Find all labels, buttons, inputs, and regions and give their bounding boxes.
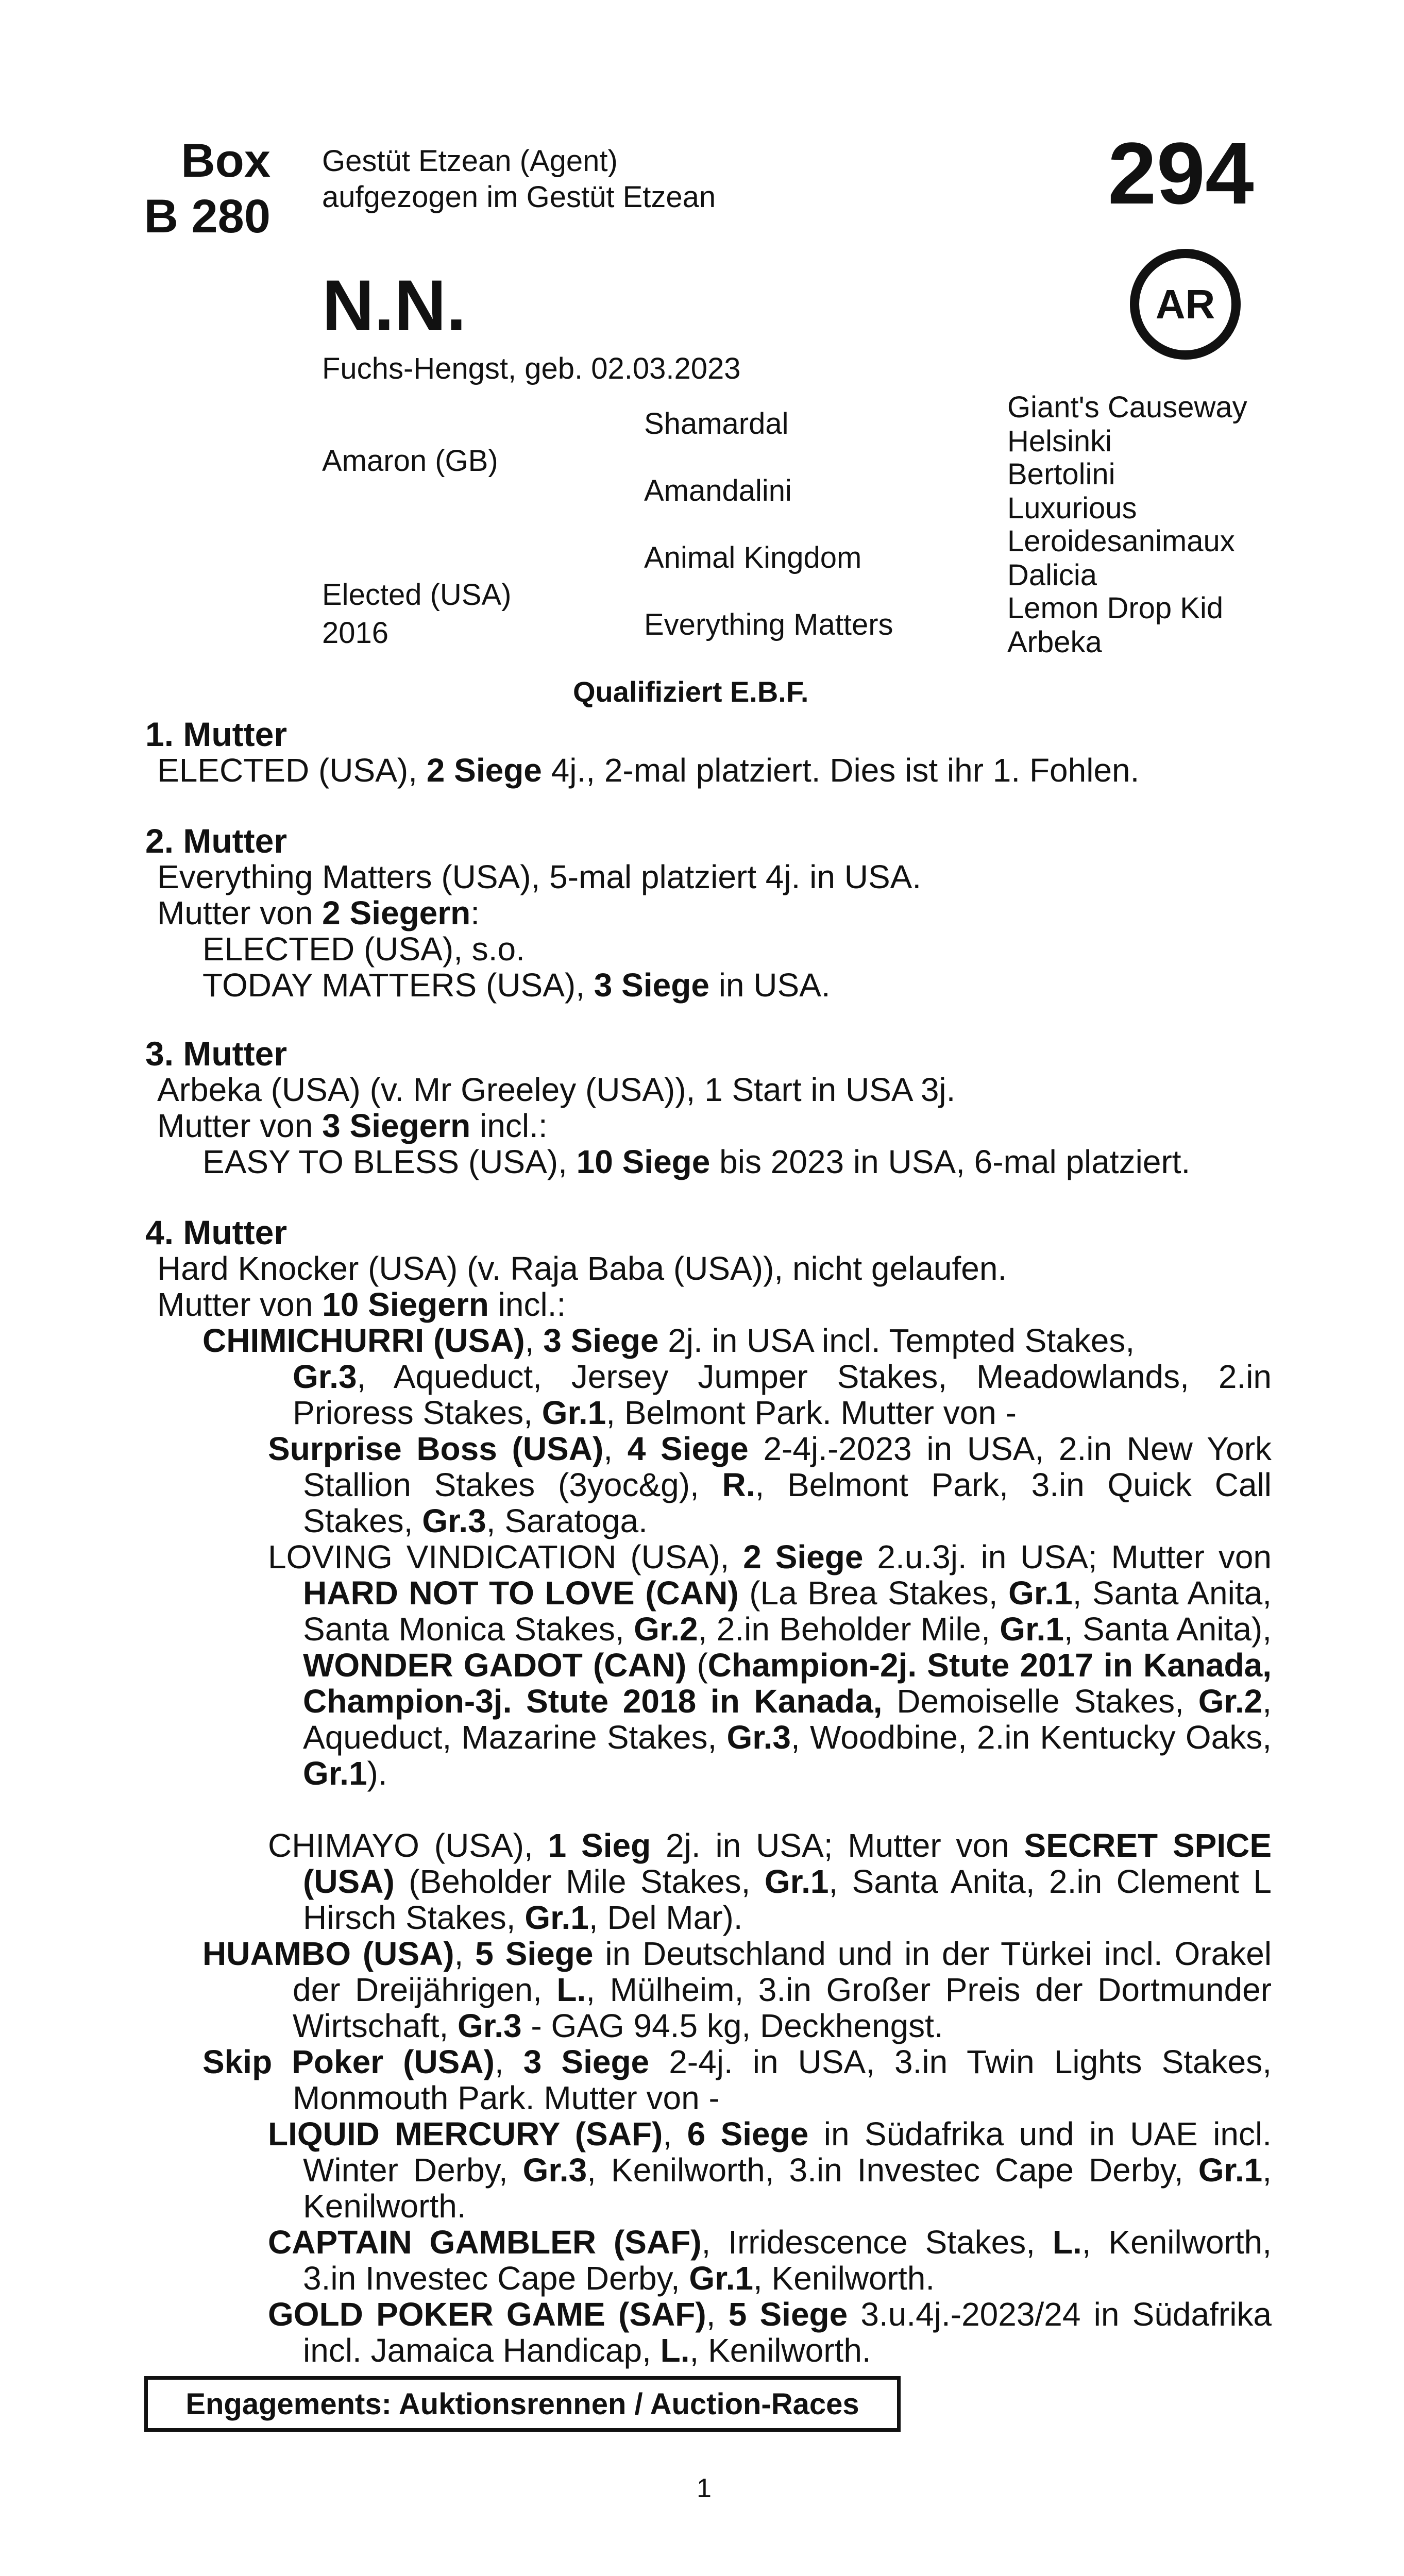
entry-liquid-mercury: LIQUID MERCURY (SAF), 6 Siege in Südafrika und in UAE incl. Winter Derby, Gr.3, Kenilworth, 3.in Investec Cape Derby, Gr.1, Kenilworth. bbox=[268, 2115, 1272, 2225]
pedigree-sire: Amaron (GB) bbox=[322, 444, 498, 478]
mutter3-heading: 3. Mutter bbox=[145, 1035, 287, 1073]
mutter3-line2: Mutter von 3 Siegern incl.: bbox=[157, 1107, 548, 1144]
horse-description: Fuchs-Hengst, geb. 02.03.2023 bbox=[322, 352, 741, 385]
pedigree-dam: Elected (USA) bbox=[322, 578, 512, 612]
pedigree-g7: Lemon Drop Kid bbox=[1007, 591, 1224, 625]
pedigree-g4: Luxurious bbox=[1007, 492, 1137, 525]
entry-surprise-boss: Surprise Boss (USA), 4 Siege 2-4j.-2023 in USA, 2.in New York Stallion Stakes (3yoc&g), R., Belmont Park, 3.in Quick Call Stakes, Gr.3, Saratoga. bbox=[268, 1430, 1272, 1539]
pedigree-dam-dam: Everything Matters bbox=[644, 608, 893, 641]
mutter4-heading: 4. Mutter bbox=[145, 1213, 287, 1251]
page-number: 1 bbox=[697, 2473, 712, 2503]
box-number: B 280 bbox=[144, 190, 270, 243]
engagements-box bbox=[144, 2376, 901, 2432]
breeder-agent: Gestüt Etzean (Agent) bbox=[322, 144, 618, 178]
mutter4-line2: Mutter von 10 Siegern incl.: bbox=[157, 1286, 566, 1323]
mutter2-line1: Everything Matters (USA), 5-mal platziert 4j. in USA. bbox=[157, 858, 922, 895]
entry-captain-gambler: CAPTAIN GAMBLER (SAF), Irridescence Stakes, L., Kenilworth, 3.in Investec Cape Derby, Gr.1, Kenilworth. bbox=[268, 2224, 1272, 2297]
pedigree-sire-sire: Shamardal bbox=[644, 407, 789, 440]
entry-skip-poker: Skip Poker (USA), 3 Siege 2-4j. in USA, 3.in Twin Lights Stakes, Monmouth Park. Mutter von - bbox=[202, 2043, 1272, 2116]
ar-badge-label: AR bbox=[1155, 281, 1215, 327]
entry-gold-poker-game: GOLD POKER GAME (SAF), 5 Siege 3.u.4j.-2023/24 in Südafrika incl. Jamaica Handicap, L., Kenilworth. bbox=[268, 2296, 1272, 2369]
entry-loving-vindication: LOVING VINDICATION (USA), 2 Siege 2.u.3j. in USA; Mutter von HARD NOT TO LOVE (CAN) (La Brea Stakes, Gr.1, Santa Anita, Santa Monica Stakes, Gr.2, 2.in Beholder Mile, Gr.1, Santa Anita), WONDER GADOT (CAN) (Champion-2j. Stute 2017 in Kanada, Champion-3j. Stute 2018 in Kanada, Demoiselle Stakes, Gr.2, Aqueduct, Mazarine Stakes, Gr.3, Woodbine, 2.in Kentucky Oaks, Gr.1). bbox=[268, 1538, 1272, 1792]
pedigree-g2: Helsinki bbox=[1007, 425, 1112, 458]
ar-badge bbox=[1130, 249, 1241, 360]
engagements-label: Engagements: Auktionsrennen / Auction-Races bbox=[185, 2387, 859, 2421]
lot-number: 294 bbox=[1108, 125, 1254, 223]
entry-chimichurri-cont: Gr.3, Aqueduct, Jersey Jumper Stakes, Meadowlands, 2.in Prioress Stakes, Gr.1, Belmont Park. Mutter von - bbox=[293, 1358, 1272, 1431]
mutter1-heading: 1. Mutter bbox=[145, 715, 287, 753]
pedigree-g6: Dalicia bbox=[1007, 558, 1097, 592]
breeder-raised: aufgezogen im Gestüt Etzean bbox=[322, 180, 716, 214]
mutter2-line2: Mutter von 2 Siegern: bbox=[157, 894, 480, 931]
entry-chimichurri-line1: CHIMICHURRI (USA), 3 Siege 2j. in USA incl. Tempted Stakes, bbox=[202, 1322, 1135, 1359]
mutter3-line1: Arbeka (USA) (v. Mr Greeley (USA)), 1 Start in USA 3j. bbox=[157, 1071, 956, 1108]
mutter2-heading: 2. Mutter bbox=[145, 822, 287, 860]
pedigree-g5: Leroidesanimaux bbox=[1007, 524, 1235, 558]
box-label: Box bbox=[181, 134, 270, 187]
mutter3-line3: EASY TO BLESS (USA), 10 Siege bis 2023 in USA, 6-mal platziert. bbox=[202, 1143, 1191, 1180]
pedigree-g8: Arbeka bbox=[1007, 625, 1102, 659]
entry-huambo: HUAMBO (USA), 5 Siege in Deutschland und in der Türkei incl. Orakel der Dreijährigen, L., Mülheim, 3.in Großer Preis der Dortmunder Wirtschaft, Gr.3 - GAG 94.5 kg, Deckhengst. bbox=[202, 1935, 1272, 2044]
horse-name: N.N. bbox=[322, 265, 466, 346]
pedigree-sire-dam: Amandalini bbox=[644, 474, 792, 507]
mutter2-line3: ELECTED (USA), s.o. bbox=[202, 930, 525, 968]
pedigree-dam-year: 2016 bbox=[322, 616, 389, 650]
pedigree-g1: Giant's Causeway bbox=[1007, 391, 1247, 424]
qualification: Qualifiziert E.B.F. bbox=[573, 675, 809, 708]
pedigree-dam-sire: Animal Kingdom bbox=[644, 541, 862, 574]
pedigree-g3: Bertolini bbox=[1007, 457, 1115, 491]
entry-chimayo: CHIMAYO (USA), 1 Sieg 2j. in USA; Mutter von SECRET SPICE (USA) (Beholder Mile Stakes, Gr.1, Santa Anita, 2.in Clement L Hirsch Stakes, Gr.1, Del Mar). bbox=[268, 1827, 1272, 1936]
mutter4-line1: Hard Knocker (USA) (v. Raja Baba (USA)), nicht gelaufen. bbox=[157, 1250, 1007, 1287]
mutter1-line: ELECTED (USA), 2 Siege 4j., 2-mal platziert. Dies ist ihr 1. Fohlen. bbox=[157, 752, 1140, 789]
mutter2-line4: TODAY MATTERS (USA), 3 Siege in USA. bbox=[202, 967, 831, 1004]
